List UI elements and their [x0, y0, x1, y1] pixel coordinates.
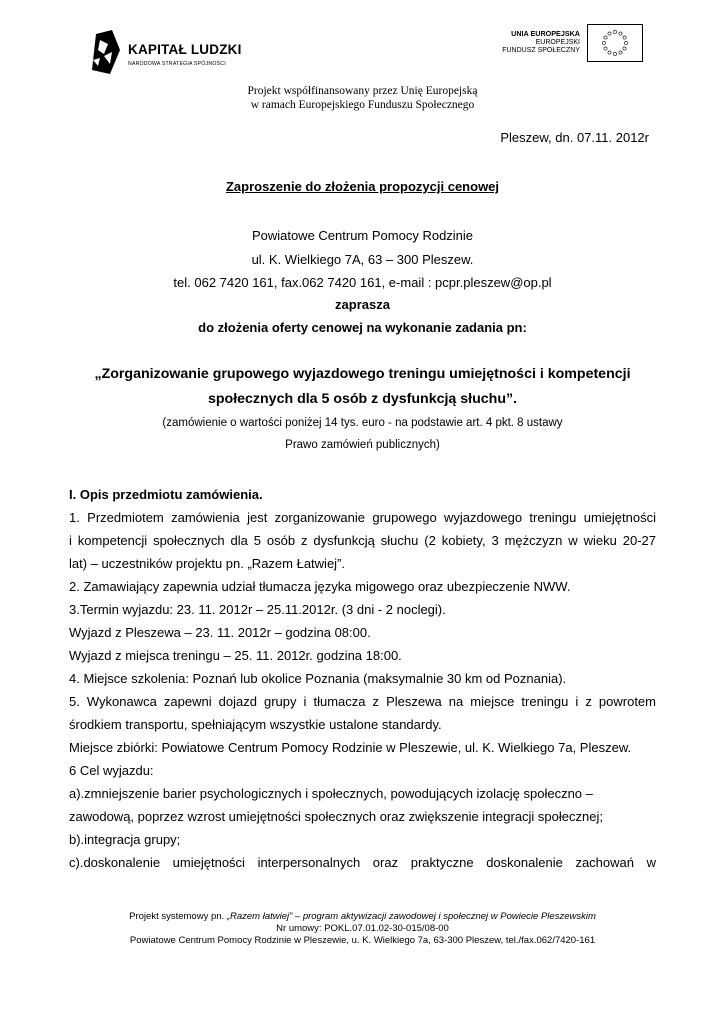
cofinancing-line1: Projekt współfinansowany przez Unię Europejską — [247, 85, 478, 97]
section1-line: zawodową, poprzez wzrost umiejętności społecznych oraz zwiększenie integracji społecznej; — [69, 809, 603, 824]
document-title: Zaproszenie do złożenia propozycji cenowej — [225, 179, 500, 194]
kapital-ludzki-logo — [90, 30, 240, 80]
footer-line3: Powiatowe Centrum Pomocy Rodzinie w Pleszewie, u. K. Wielkiego 7a, 63-300 Pleszew, tel./fax.062/7420-161 — [129, 935, 596, 946]
kapital-ludzki-subtitle: NARODOWA STRATEGIA SPÓJNOŚCI — [128, 61, 226, 67]
footer-project-name: „Razem łatwiej” – program aktywizacji zawodowej i społecznej w Powiecie Pleszewskim — [226, 911, 596, 922]
section1-line: 5. Wykonawca zapewni dojazd grupy i tłumacza z Pleszewa na miejsce treningu i z powrotem — [69, 694, 656, 709]
invites-text: zaprasza — [335, 297, 390, 312]
footer-line1 — [0, 911, 725, 923]
task-note-line1: (zamówienie o wartości poniżej 14 tys. euro - na podstawie art. 4 pkt. 8 ustawy — [162, 417, 563, 429]
kapital-ludzki-title: KAPITAŁ LUDZKI — [128, 42, 242, 57]
footer-line1-prefix: Projekt systemowy pn. — [129, 911, 227, 922]
task-note-line2: Prawo zamówień publicznych) — [285, 439, 440, 451]
section1-line: lat) – uczestników projektu pn. „Razem Łatwiej”. — [69, 556, 346, 571]
section1-line: 2. Zamawiający zapewnia udział tłumacza języka migowego oraz ubezpieczenie NWW. — [69, 579, 571, 594]
section1-line: c).doskonalenie umiejętności interpersonalnych oraz praktyczne doskonalenie zachowań w — [69, 855, 656, 870]
eu-line2: EUROPEJSKI — [535, 38, 580, 46]
task-title-line1: „Zorganizowanie grupowego wyjazdowego treningu umiejętności i kompetencji — [94, 366, 631, 382]
section1-line: a).zmniejszenie barier psychologicznych i społecznych, powodujących izolację społeczno – — [69, 786, 593, 801]
cofinancing-note — [0, 84, 725, 112]
footer-line2: Nr umowy: POKL.07.01.02-30-015/08-00 — [276, 923, 449, 934]
section1-line: 3.Termin wyjazdu: 23. 11. 2012r – 25.11.2012r. (3 dni - 2 noclegi). — [69, 602, 446, 617]
section1-line: środkiem transportu, spełniającym wszystkie ustalone standardy. — [69, 717, 442, 732]
institution-name: Powiatowe Centrum Pomocy Rodzinie — [251, 228, 474, 243]
eu-logo-text — [502, 30, 580, 56]
cofinancing-line2: w ramach Europejskiego Funduszu Społecznego — [250, 99, 475, 111]
kapital-ludzki-emblem-icon — [90, 30, 124, 76]
section1-line: i kompetencji społecznych dla 5 osób z dysfunkcją słuchu (2 kobiety, 3 mężczyzn w wieku 20-27 — [69, 533, 656, 548]
eu-line1: UNIA EUROPEJSKA — [511, 29, 580, 38]
section1-line: b).integracja grupy; — [69, 832, 181, 847]
eu-flag — [587, 24, 643, 62]
section1-line: 6 Cel wyjazdu: — [69, 763, 154, 778]
section1-line: Wyjazd z Pleszewa – 23. 11. 2012r – godzina 08:00. — [69, 625, 371, 640]
section1-heading: I. Opis przedmiotu zamówienia. — [69, 487, 263, 502]
eu-stars-icon — [588, 25, 642, 61]
eu-line3: FUNDUSZ SPOŁECZNY — [502, 47, 580, 54]
section1-line: Miejsce zbiórki: Powiatowe Centrum Pomocy Rodzinie w Pleszewie, ul. K. Wielkiego 7a, Pleszew. — [69, 740, 632, 755]
institution-contact: tel. 062 7420 161, fax.062 7420 161, e-mail : pcpr.pleszew@op.pl — [173, 275, 552, 290]
document-date: Pleszew, dn. 07.11. 2012r — [500, 130, 649, 145]
section1-line: Wyjazd z miejsca treningu – 25. 11. 2012r. godzina 18:00. — [69, 648, 402, 663]
institution-address: ul. K. Wielkiego 7A, 63 – 300 Pleszew. — [251, 252, 474, 267]
section1-line: 1. Przedmiotem zamówienia jest zorganizowanie grupowego wyjazdowego treningu umiejętności — [69, 510, 656, 525]
task-title-line2: społecznych dla 5 osób z dysfunkcją słuchu”. — [207, 391, 518, 407]
section1-line: 4. Miejsce szkolenia: Poznań lub okolice Poznania (maksymalnie 30 km od Poznania). — [69, 671, 567, 686]
invites-to-text: do złożenia oferty cenowej na wykonanie zadania pn: — [198, 320, 527, 335]
